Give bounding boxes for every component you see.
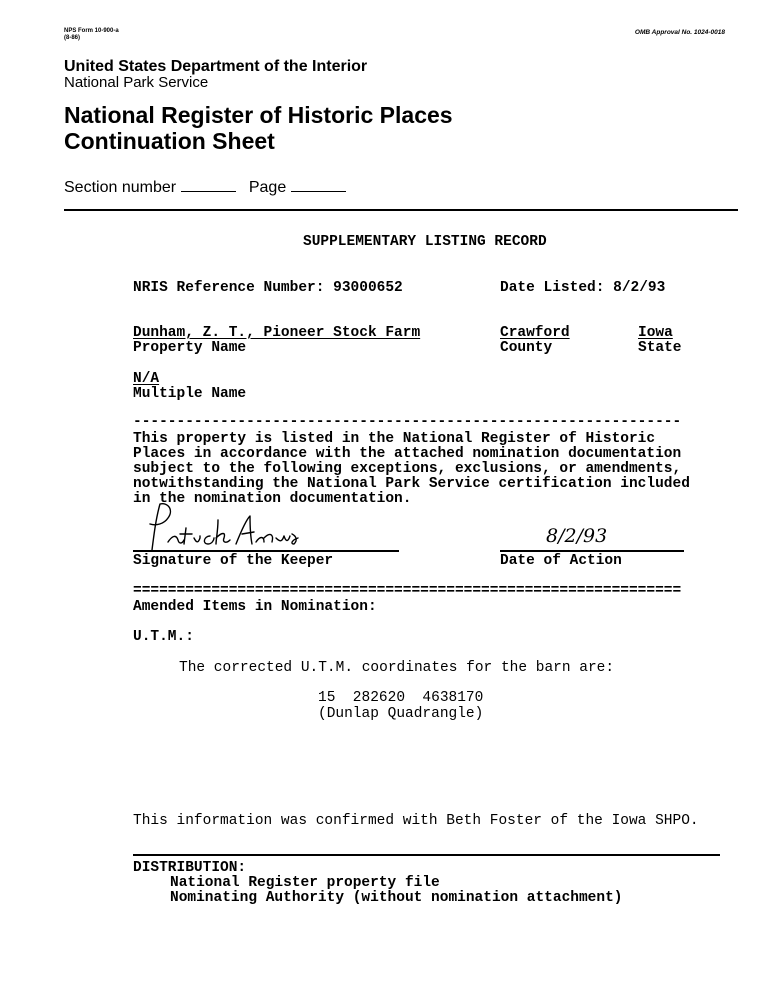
utm-sentence: The corrected U.T.M. coordinates for the barn are: [179, 660, 615, 676]
statement-line: subject to the following exceptions, exclusions, or amendments, [133, 461, 682, 477]
date-listed-label: Date Listed: [500, 280, 605, 296]
distribution-heading: DISTRIBUTION: [133, 860, 247, 876]
record-heading: SUPPLEMENTARY LISTING RECORD [303, 234, 547, 250]
utm-label: U.T.M.: [133, 629, 194, 645]
header-rule [64, 209, 738, 211]
date-of-action-label: Date of Action [500, 553, 622, 569]
section-number-blank [181, 189, 236, 192]
page-label: Page [248, 179, 287, 196]
date-listed-line [500, 280, 665, 296]
county-value: Crawford [500, 325, 570, 341]
signature-label: Signature of the Keeper [133, 553, 334, 569]
date-line [500, 550, 684, 552]
page-blank [291, 189, 346, 192]
nris-value: 93000652 [333, 280, 403, 296]
distribution-item: National Register property file [170, 875, 440, 891]
statement-line: notwithstanding the National Park Service certification included [133, 476, 690, 492]
amended-heading: Amended Items in Nomination: [133, 599, 377, 615]
department-name: United States Department of the Interior [64, 58, 368, 75]
nris-label: NRIS Reference Number: [133, 280, 325, 296]
multiple-name-value: N/A [133, 371, 160, 387]
state-label: State [638, 340, 682, 356]
section-number-label: Section number [64, 179, 177, 196]
keeper-signature [138, 498, 308, 554]
dash-rule: --------------------------------------------------------------- [133, 414, 682, 430]
date-listed-value: 8/2/93 [613, 280, 666, 296]
signature-line [133, 550, 399, 552]
county-label: County [500, 340, 553, 356]
form-number: NPS Form 10-900-a (8-86) [64, 28, 119, 41]
form-subtitle: Continuation Sheet [64, 128, 275, 154]
form-title: National Register of Historic Places [64, 102, 453, 128]
confirmation-text: This information was confirmed with Beth Foster of the Iowa SHPO. [133, 813, 699, 829]
agency-name: National Park Service [64, 74, 209, 91]
property-name-value: Dunham, Z. T., Pioneer Stock Farm [133, 325, 421, 341]
double-rule: =============================================================== [133, 583, 682, 599]
distribution-rule [133, 854, 720, 856]
statement-line: in the nomination documentation. [133, 491, 412, 507]
section-page-line [64, 179, 346, 197]
utm-values: 15 282620 4638170 [318, 690, 484, 706]
nris-line [133, 280, 403, 296]
omb-approval: OMB Approval No. 1024-0018 [634, 29, 725, 36]
statement-line: This property is listed in the National Register of Historic [133, 431, 656, 447]
state-value: Iowa [638, 325, 673, 341]
utm-quadrangle: (Dunlap Quadrangle) [318, 706, 484, 722]
statement-line: Places in accordance with the attached nomination documentation [133, 446, 682, 462]
property-name-label: Property Name [133, 340, 247, 356]
multiple-name-label: Multiple Name [133, 386, 247, 402]
distribution-item: Nominating Authority (without nomination attachment) [170, 890, 623, 906]
handwritten-date: 8/2/93 [546, 525, 608, 547]
